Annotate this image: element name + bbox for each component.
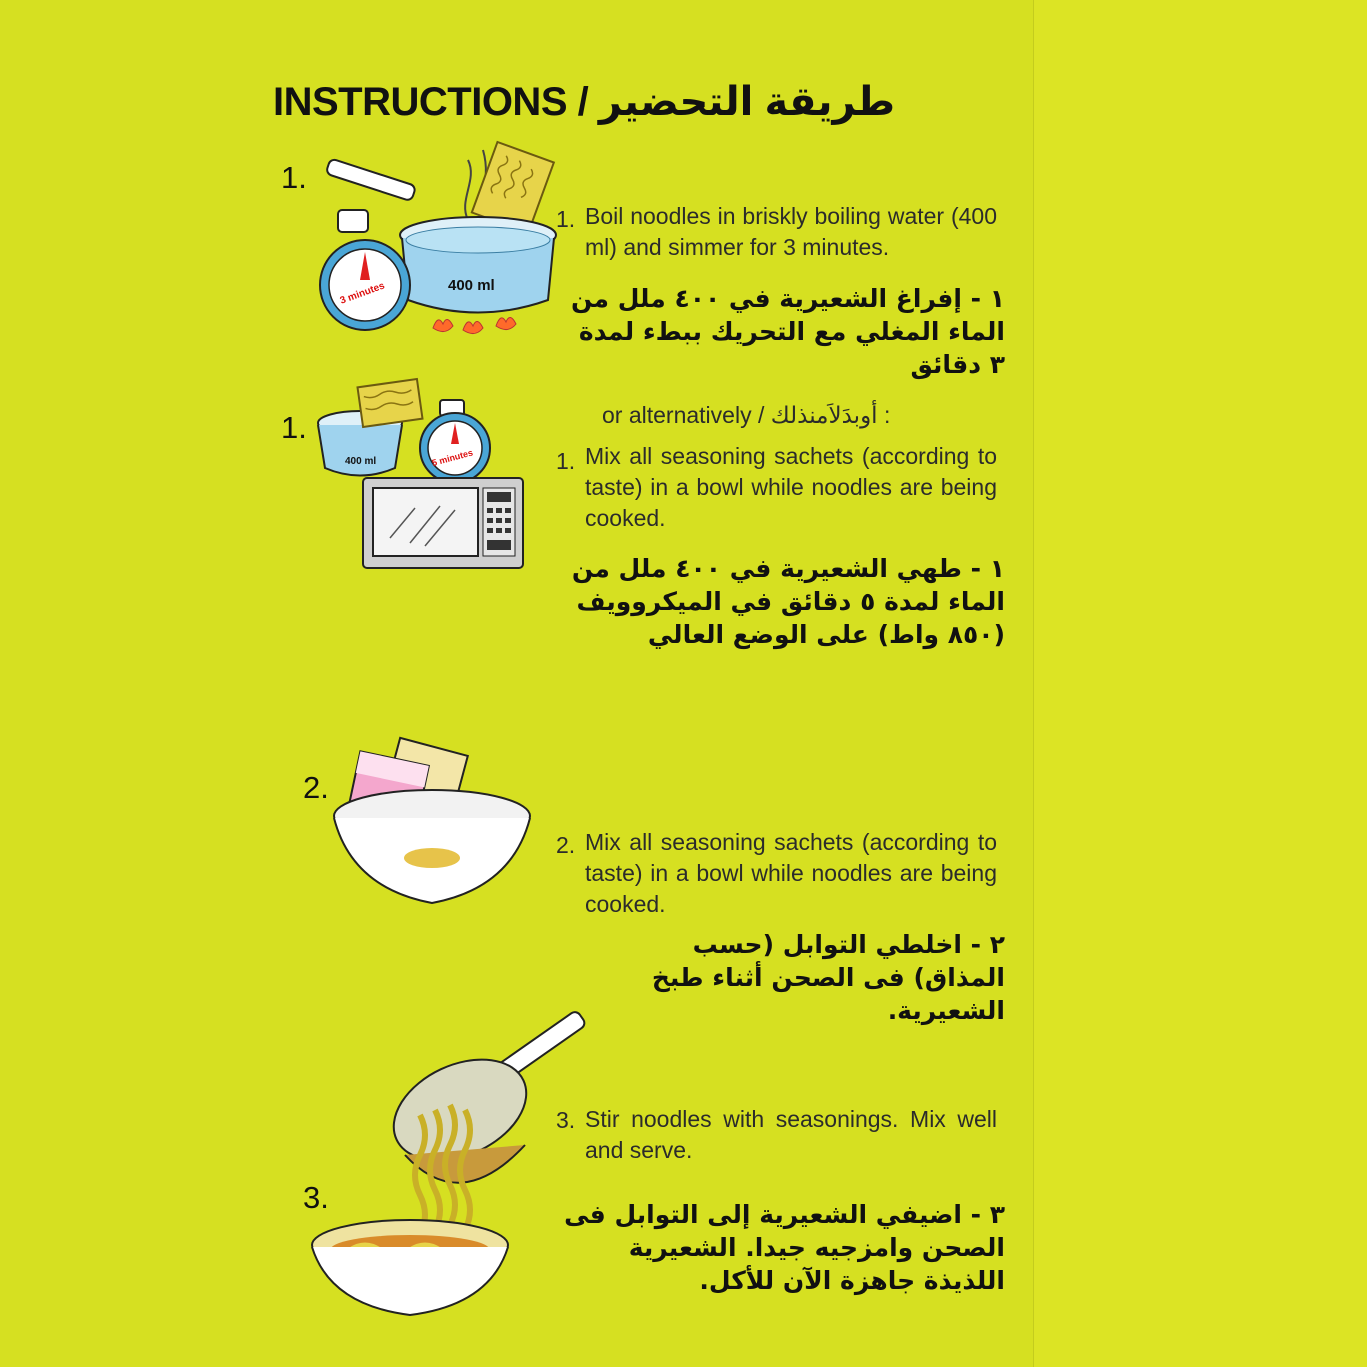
page-title: INSTRUCTIONS / طريقة التحضير (273, 79, 896, 124)
stopwatch-icon (420, 400, 490, 483)
step-1-en-text: Boil noodles in briskly boiling water (400 ml) and simmer for 3 minutes. (585, 203, 997, 260)
step-3-ar-text: ٣ - اضيفي الشعيرية إلى التوابل فى الصحن وامزجيه جيدا. الشعيرية اللذيذة جاهزة الآن للأكل. (564, 1200, 1005, 1295)
step-1-ar-text: ١ - إفراغ الشعيرية في ٤٠٠ ملل من الماء المغلي مع التحريك ببطء لمدة ٣ دقائق (571, 284, 1005, 379)
step-2-en-number: 2. (556, 832, 576, 858)
svg-text:400 ml: 400 ml (345, 456, 377, 467)
right-panel (1033, 0, 1367, 1367)
step-1-alt-ar-text: ١ - طهي الشعيرية في ٤٠٠ ملل من الماء لمدة ٥ دقائق في الميكروويف (٨٥٠ واط) على الوضع العالي (571, 554, 1005, 649)
noodle-block-icon (358, 379, 423, 427)
microwave-illustration (315, 378, 530, 578)
svg-text:5 minutes: 5 minutes (430, 447, 474, 469)
step-1-alt-en-text: Mix all seasoning sachets (according to taste) in a bowl while noodles are being cooked. (585, 443, 997, 531)
step-1-en-number: 1. (556, 206, 576, 232)
step-2-ar-text: ٢ - اخلطي التوابل (حسب المذاق) فى الصحن أثناء طبخ الشعيرية. (651, 930, 1005, 1025)
step-3-en-text: Stir noodles with seasonings. Mix well and serve. (585, 1106, 997, 1163)
pot-volume-label: 400 ml (448, 277, 495, 294)
step-1-alt-en-number: 1. (556, 448, 576, 474)
step-2-number: 2. (303, 770, 329, 805)
step-2-en-text: Mix all seasoning sachets (according to taste) in a bowl while noodles are being cooked. (585, 829, 997, 917)
flame-icon (433, 317, 516, 333)
stopwatch-icon (320, 210, 410, 330)
microwave-icon (363, 478, 523, 568)
serving-bowl-icon (312, 1220, 508, 1315)
alternative-label: or alternatively / أوبدَلاَمنذلك : (602, 402, 891, 428)
timer-label: 3 minutes (338, 280, 387, 307)
step-3-number: 3. (303, 1180, 329, 1215)
boil-pot-illustration (318, 140, 563, 340)
step-1-alt-number: 1. (281, 410, 307, 445)
seasoning-bowl-illustration (332, 738, 537, 908)
step-3-en-number: 3. (556, 1107, 576, 1133)
step-1-number: 1. (281, 160, 307, 195)
pot-handle (326, 158, 417, 201)
